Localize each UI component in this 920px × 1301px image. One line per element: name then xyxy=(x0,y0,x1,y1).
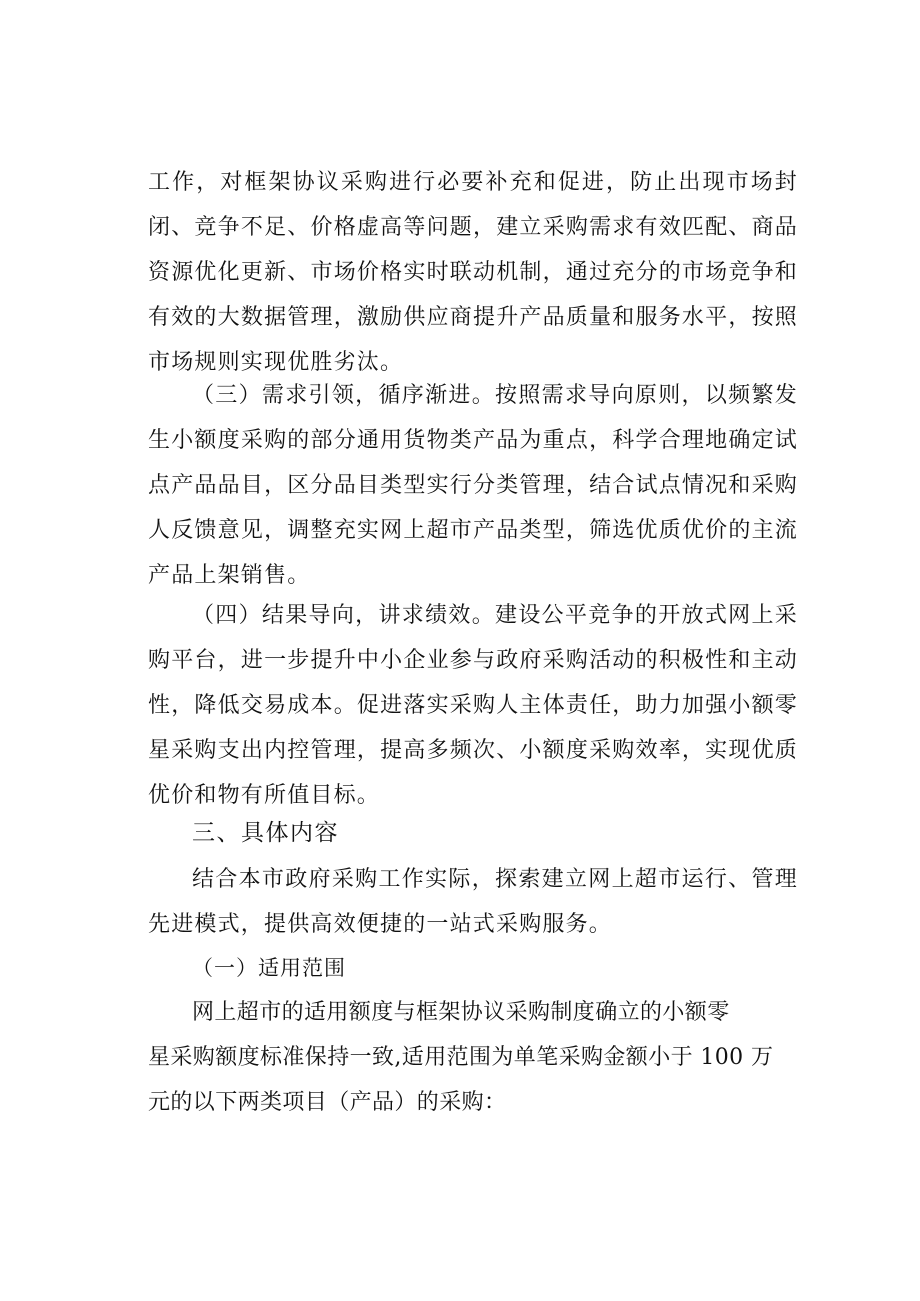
section-heading: 三、具体内容 xyxy=(192,820,339,846)
scope-line: 网上超市的适用额度与框架协议采购制度确立的小额零 xyxy=(192,1000,730,1025)
paragraph-item-four: （四）结果导向，讲求绩效。建设公平竞争的开放式网上采购平台，进一步提升中小企业参与政府采购活动的积极性和主动性，降低交易成本。促进落实采购人主体责任，助力加强小额零星采购支出内控管理，提高多频次、小额度采购效率，实现优质优价和物有所值目标。 xyxy=(148,603,798,808)
section-intro-paragraph: 结合本市政府采购工作实际，探索建立网上超市运行、管理先进模式，提供高效便捷的一站式采购服务。 xyxy=(148,867,798,937)
scope-paragraph xyxy=(148,990,808,1125)
paragraph-item-three: （三）需求引领，循序渐进。按照需求导向原则，以频繁发生小额度采购的部分通用货物类产品为重点，科学合理地确定试点产品品目，区分品目类型实行分类管理，结合试点情况和采购人反馈意见，调整充实网上超市产品类型，筛选优质优价的主流产品上架销售。 xyxy=(148,383,798,588)
subsection-heading: （一）适用范围 xyxy=(192,956,346,980)
scope-line: 星采购额度标准保持一致,适用范围为单笔采购金额小于 100 万 xyxy=(148,1045,774,1070)
scope-line: 元的以下两类项目（产品）的采购： xyxy=(148,1090,507,1115)
paragraph-continuation: 工作，对框架协议采购进行必要补充和促进，防止出现市场封闭、竞争不足、价格虚高等问题，建立采购需求有效匹配、商品资源优化更新、市场价格实时联动机制，通过充分的市场竞争和有效的大数据管理，激励供应商提升产品质量和服务水平，按照市场规则实现优胜劣汰。 xyxy=(148,170,798,375)
